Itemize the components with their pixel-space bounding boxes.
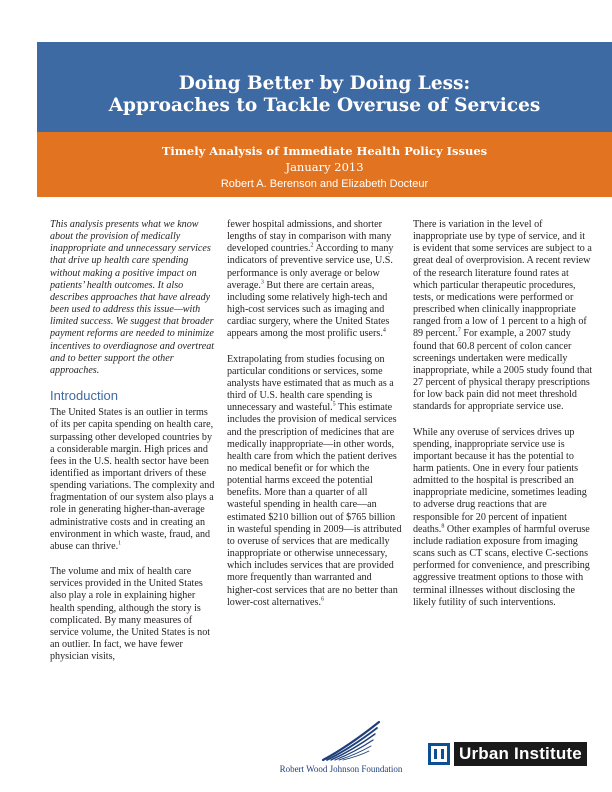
urban-institute-mark-icon (428, 743, 450, 765)
publication-date: January 2013 (285, 160, 364, 174)
column-1 (50, 219, 218, 676)
paragraph-text: The volume and mix of health care services provided in the United States also play a role in explaining higher health spending, although the story is complicated. By many measures of service volume, the United States is not an outlier. In fact, we have fewer physician visits, (50, 566, 211, 663)
series-subtitle: Timely Analysis of Immediate Health Policy Issues (161, 144, 488, 158)
paragraph-text: For example, a 2007 study found that 60.8 percent of colon cancer screenings undertaken were medically inappropriate, while a 2005 study found that 27 percent of physical therapy prescriptions for low back pain did not meet threshold standards for appropriate service use. (413, 328, 593, 413)
title-line-1: Doing Better by Doing Less: (178, 73, 471, 94)
paragraph-text: But there are certain areas, including some relatively high-tech and high-cost services such as imaging and cardiac surgery, where the United States appears among the most prolific users. (227, 279, 390, 340)
rwjf-swoosh-icon (261, 718, 421, 762)
footnote-ref[interactable]: 1 (118, 540, 122, 547)
column-3 (413, 219, 593, 622)
urban-institute-name: Urban Institute (454, 742, 587, 766)
footnote-ref[interactable]: 3 (260, 279, 264, 286)
authors-line: Robert A. Berenson and Elizabeth Docteur (220, 178, 429, 190)
paragraph-text: While any overuse of services drives up spending, inappropriate service use is important because it has the potential to harm patients. One in every four patients admitted to the hospital is prescribed an inappropriate medicine, sometimes leading to adverse drug reactions that are responsible for 20 percent of inpatient deaths. (413, 426, 587, 535)
urban-institute-logo (428, 740, 587, 768)
paragraph (227, 219, 402, 341)
paragraph (50, 407, 218, 553)
paragraph-text: According to many indicators of preventive service use, U.S. performance is only average or below average. (227, 243, 394, 291)
rwjf-name: Robert Wood Johnson Foundation (279, 764, 403, 774)
paragraph (227, 354, 402, 609)
title-banner (37, 42, 612, 132)
rwjf-logo (261, 718, 421, 780)
footnote-ref[interactable]: 6 (320, 596, 324, 603)
column-2 (227, 219, 402, 622)
paragraph (50, 566, 218, 663)
footnote-ref[interactable]: 4 (382, 328, 386, 335)
abstract: This analysis presents what we know about the provision of medically inappropriate and unnecessary services that drive up health care spending without making a positive impact on patients’ health outcomes. It also describes approaches that have already been used to address this issue—with limited success. We suggest that broader payment reforms are needed to minimize incentives to overdiagnose and overtreat and to better support the other approaches. (50, 219, 215, 376)
title-line-2: Approaches to Tackle Overuse of Services (108, 95, 541, 116)
paragraph-text: Other examples of harmful overuse include radiation exposure from imaging scans such as CT scans, elective C-sections performed for convenience, and prescribing aggressive treatment options to those with terminal illnesses without disclosing the likely futility of such interventions. (413, 523, 590, 608)
section-heading-introduction: Introduction (50, 388, 118, 404)
paragraph (413, 427, 593, 609)
footnote-ref[interactable]: 8 (441, 523, 445, 530)
footnote-ref[interactable]: 7 (457, 328, 461, 335)
footnote-ref[interactable]: 2 (310, 242, 314, 249)
paragraph-text: This estimate includes the provision of medical services and the prescription of medicines that are medically inappropriate—in other words, health care from which the patient derives no medical benefit or for which the potential harms exceed the potential benefits. More than a quarter of all wasteful spending in health care—an estimated $210 billion out of $765 billion in wasteful spending in 2009—is attributed to overuse of services that are medically inappropriate or otherwise unnecessary, which includes services that are provided more frequently than warranted and higher-cost services that are no better than lower-cost alternatives. (227, 402, 402, 608)
paragraph-text: Extrapolating from studies focusing on particular conditions or services, some analysts have estimated that as much as a third of U.S. health care spending is unnecessary and wasteful. (227, 353, 394, 414)
paragraph (413, 219, 593, 414)
paragraph-text: fewer hospital admissions, and shorter lengths of stay in comparison with many developed countries. (227, 219, 392, 255)
subtitle-banner (37, 132, 612, 197)
footnote-ref[interactable]: 5 (332, 401, 336, 408)
paragraph-text: The United States is an outlier in terms of its per capita spending on health care, surpassing other developed countries by a considerable margin. High prices and fees in the U.S. health sector have been identified as important drivers of these spending variations. The complexity and fragmentation of our system also plays a role in generating higher-than-average administrative costs and in creating an environment in which waste, fraud, and abuse can thrive. (50, 407, 215, 552)
paragraph-text: There is variation in the level of inappropriate use by type of service, and it is evident that some services are subject to a great deal of overprovision. A recent review of the research literature found rates at which particular therapeutic procedures, tests, or medications were performed or prescribed when clinically inappropriate ranged from a low of 1 percent to a high of 89 percent. (413, 219, 592, 340)
